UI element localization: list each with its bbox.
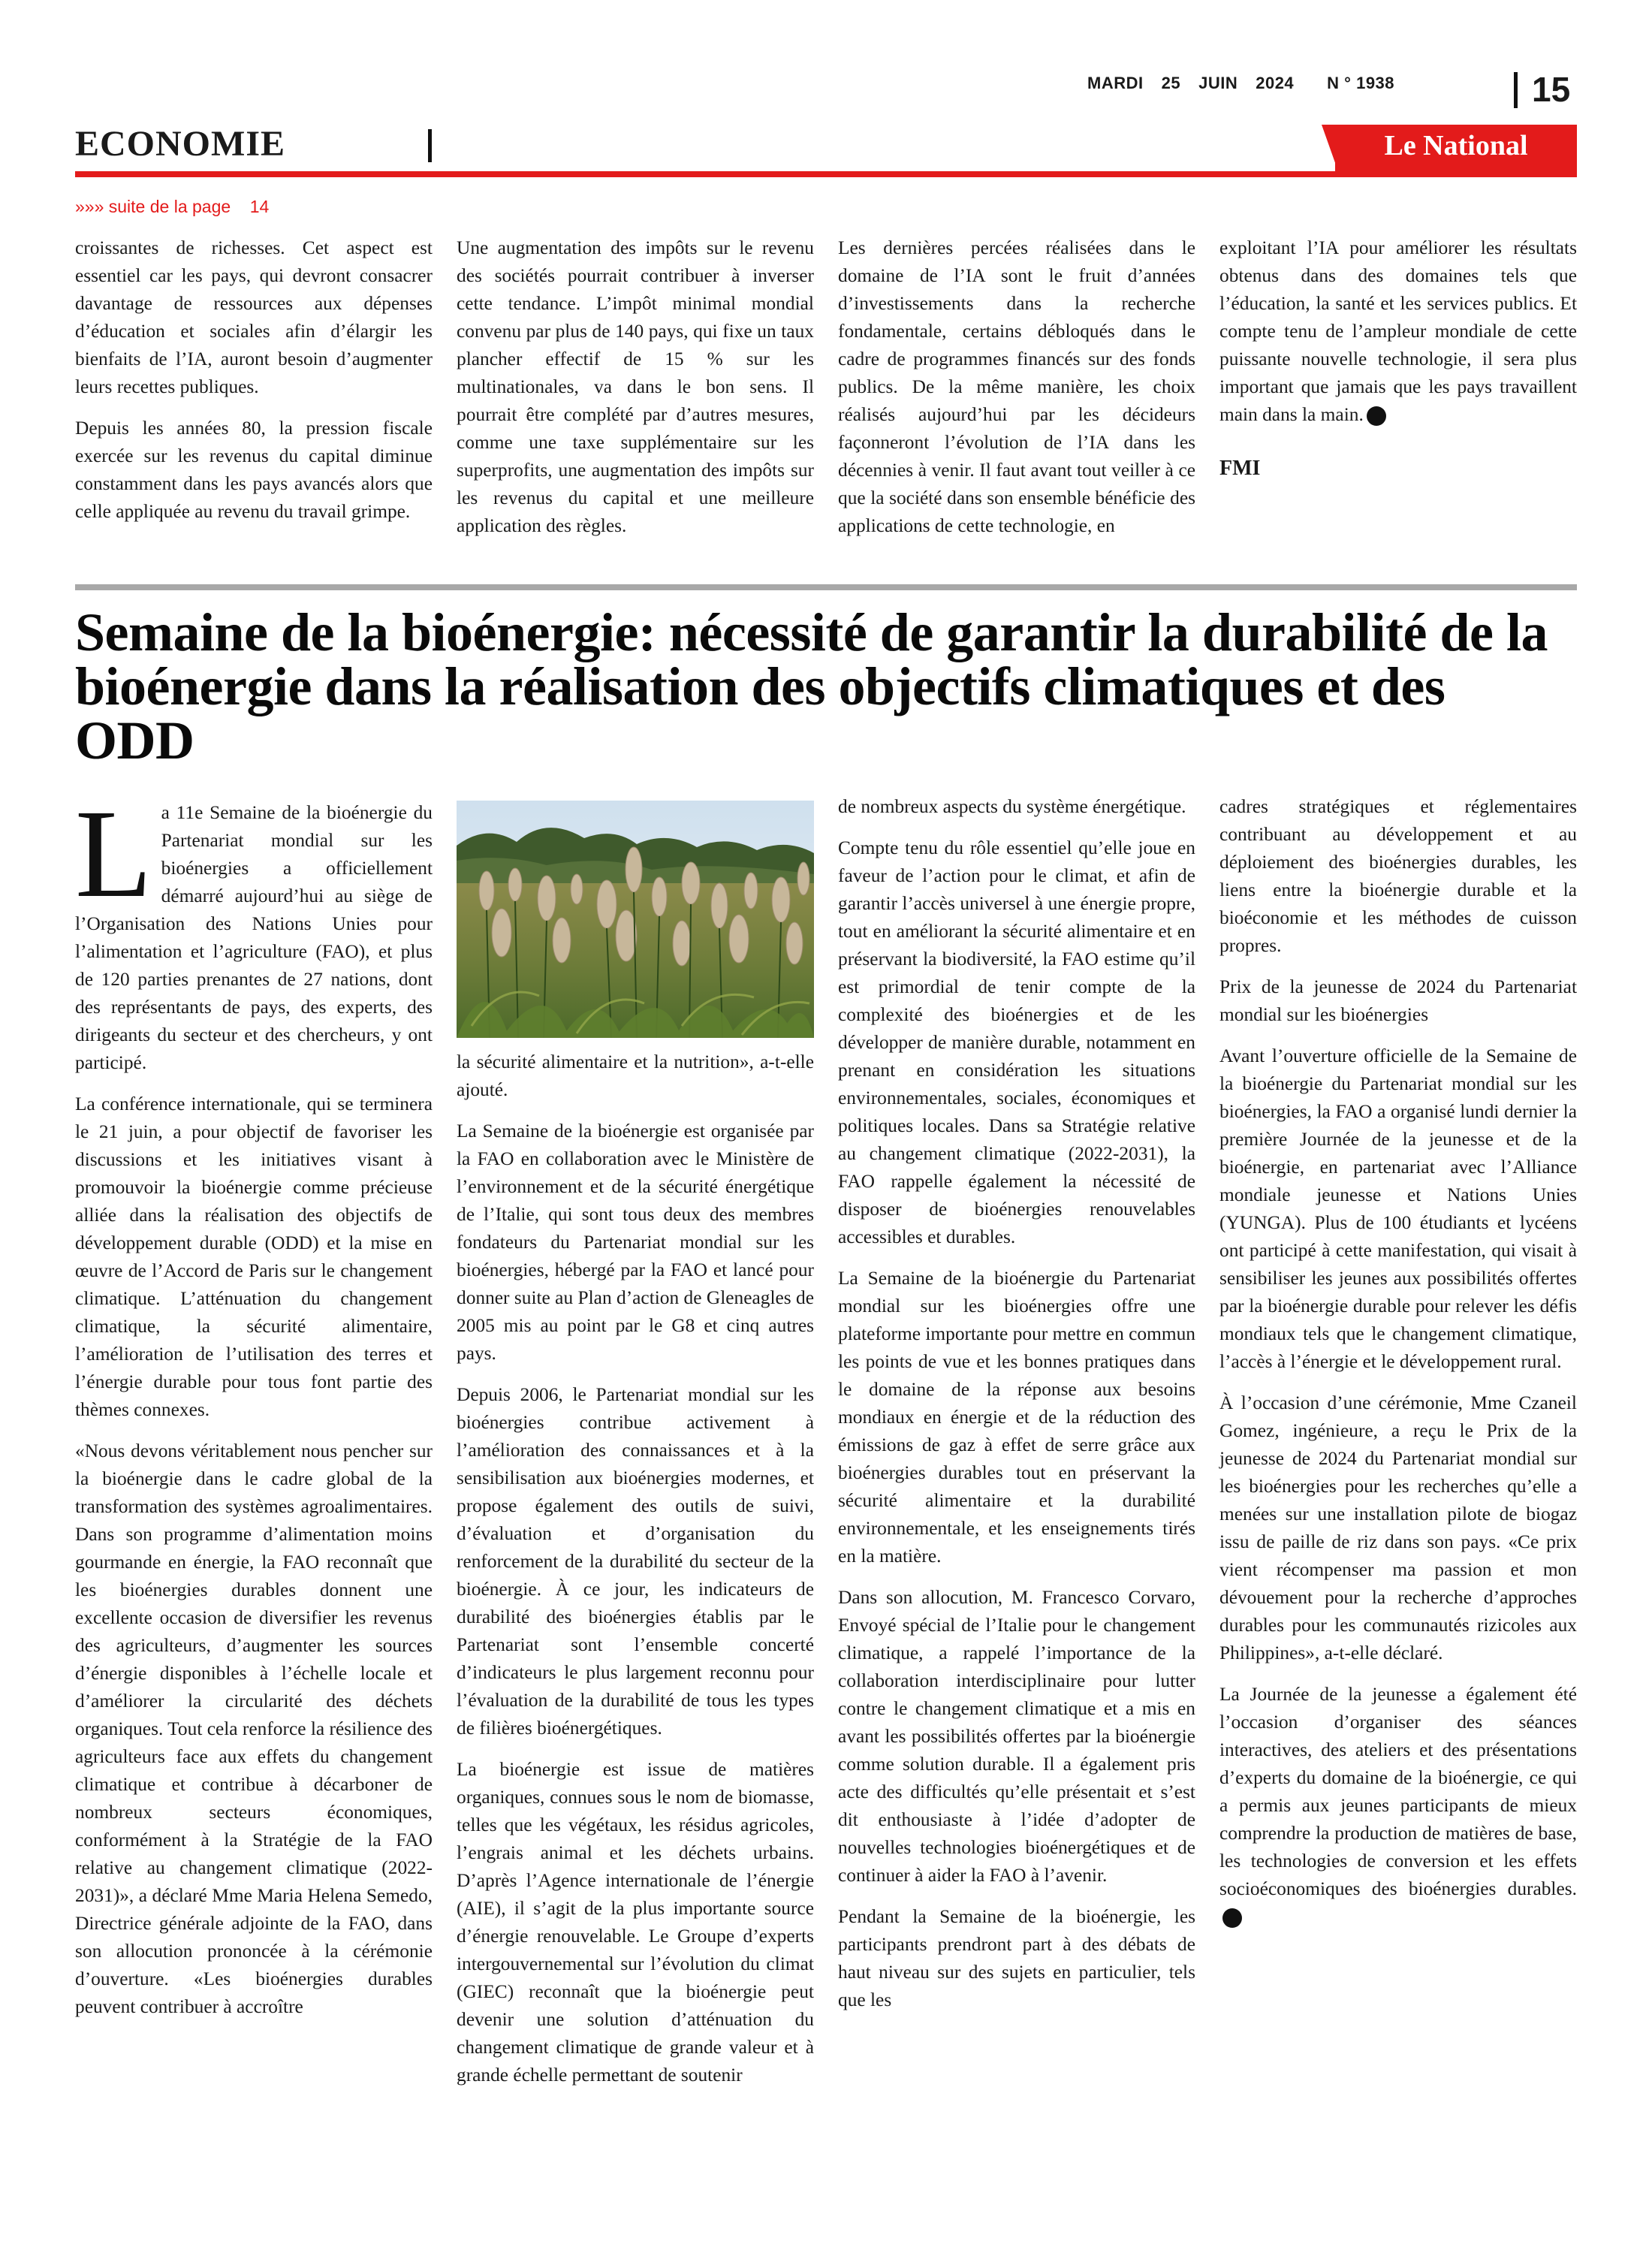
article-separator: [75, 584, 1577, 590]
page-number: 15: [1532, 70, 1571, 109]
paragraph: Une augmentation des impôts sur le revenu des sociétés pourrait contribuer à inverser cette tendance. L’impôt minimal mondial convenu par plus de 140 pays, qui fixe un taux plancher effectif de 15 % sur les multinationales, va dans le bon sens. Il pourrait être complété par d’autres mesures, comme une taxe supplémentaire sur les superprofits, une augmentation des impôts sur les revenus du capital et une meilleure application des règles.: [457, 237, 814, 536]
paragraph: «Nous devons véritablement nous pencher sur la bioénergie dans le cadre global de la transformation des systèmes agroalimentaires. Dans son programme d’alimentation moins gourmande en énergie, la FAO reconnaît que les bioénergies durables donnent une excellente occasion de diversifier les revenus des agriculteurs, d’augmenter les sources d’énergie disponibles à l’échelle locale et d’améliorer la circularité des déchets organiques. Tout cela renforce la résilience des agriculteurs face aux effets du changement climatique et contribue à décarboner de nombreux secteurs économiques, conformément à la Stratégie de la FAO relative au changement climatique (2022-2031)», a déclaré Mme Maria Helena Semedo, Directrice générale adjointe de la FAO, dans son allocution prononcée à la cérémonie d’ouverture. «Les bioénergies durables peuvent contribuer à accroître: [75, 1440, 433, 2017]
end-of-article-icon: [1222, 1908, 1242, 1928]
main-article-column-1: [75, 784, 433, 2034]
top-article-column-3: [838, 234, 1195, 553]
paragraph: Compte tenu du rôle essentiel qu’elle joue en faveur de l’action pour le climat, et afin de garantir l’accès universel à une énergie propre, tout en améliorant la sécurité alimentaire et en préservant la biodiversité, la FAO estime qu’il est primordial de tenir compte de la complexité des bioénergies et de les développer de manière durable, notamment en prenant en considération les situations environnementales, sociales, économiques et politiques locales. Dans sa Stratégie relative au changement climatique (2022-2031), la FAO rappelle également la nécessité de disposer de bioénergies renouvelables accessibles et durables.: [838, 837, 1195, 1247]
main-headline: Semaine de la bioénergie: nécessité de garantir la durabilité de la bioénergie dans la réalisation des objectifs climatiques et des ODD: [75, 602, 1548, 771]
sorghum-field-image: [457, 801, 814, 1038]
end-of-article-icon: [1367, 406, 1386, 426]
header-red-rule: [75, 171, 1577, 177]
issue-day: MARDI: [1087, 74, 1144, 92]
top-article-column-1: [75, 234, 433, 539]
paragraph: Avant l’ouverture officielle de la Semaine de la bioénergie du Partenariat mondial sur les bioénergies, la FAO a organisé lundi dernier la première Journée de la jeunesse et de la bioénergie, en partenariat avec l’Alliance mondiale jeunesse et Nations Unies (YUNGA). Plus de 100 étudiants et lycéens ont participé à cette manifestation, qui visait à sensibiliser les jeunes aux possibilités offertes par la bioénergie durable pour relever les défis mondiaux tels que le changement climatique, l’accès à l’énergie et le développement rural.: [1219, 1045, 1577, 1372]
paragraph: croissantes de richesses. Cet aspect est essentiel car les pays, qui devront consacrer davantage de ressources aux dépenses d’éducation et sociales afin d’élargir les bienfaits de l’IA, auront besoin d’augmenter leurs recettes publiques.: [75, 237, 433, 397]
continued-from-label: »»» suite de la page 14: [75, 197, 270, 216]
subheading: Prix de la jeunesse de 2024 du Partenariat mondial sur les bioénergies: [1219, 976, 1577, 1025]
paragraph: la sécurité alimentaire et la nutrition», a-t-elle ajouté.: [457, 1051, 814, 1100]
issue-year: 2024: [1256, 74, 1295, 92]
paragraph: La bioénergie est issue de matières organiques, connues sous le nom de biomasse, telles que les végétaux, les résidus agricoles, l’engrais animal et les déchets urbains. D’après l’Agence internationale de l’énergie (AIE), il s’agit de la plus importante source d’énergie renouvelable. Le Groupe d’experts intergouvernemental sur l’évolution du climat (GIEC) reconnaît que la bioénergie peut devenir une solution d’atténuation du changement climatique de grande valeur et à grande échelle permettant de soutenir: [457, 1759, 814, 2086]
paragraph: [75, 784, 433, 1077]
issue-date-number: 25: [1161, 74, 1181, 92]
article-signature: FMI: [1219, 457, 1261, 480]
paragraph: À l’occasion d’une cérémonie, Mme Czaneil Gomez, ingénieure, a reçu le Prix de la jeunesse de 2024 du Partenariat mondial sur les bioénergies pour les recherches qu’elle a menées sur une installation pilote de biogaz issu de paille de riz dans son pays. «Ce prix vient récompenser ma passion et mon dévouement pour la recherche d’approches durables pour les communautés rizicoles aux Philippines», a-t-elle déclaré.: [1219, 1392, 1577, 1663]
paragraph: Pendant la Semaine de la bioénergie, les participants prendront part à des débats de haut niveau sur des sujets en particulier, tels que les: [838, 1906, 1195, 2010]
main-article-column-3: [838, 793, 1195, 2028]
paragraph: Depuis 2006, le Partenariat mondial sur les bioénergies contribue activement à l’amélioration des connaissances et à la sensibilisation aux bioénergies modernes, et propose également des outils de suivi, d’évaluation et d’organisation du renforcement de la durabilité du secteur de la bioénergie. À ce jour, les indicateurs de durabilité des bioénergies établis par le Partenariat sont l’ensemble concerté d’indicateurs le plus largement reconnu pour l’évaluation de la durabilité de tous les types de filières bioénergétiques.: [457, 1384, 814, 1739]
newspaper-brand: Le National: [1384, 130, 1528, 161]
main-article-column-2: [457, 1048, 814, 2103]
issue-number: N ° 1938: [1327, 74, 1395, 92]
paragraph: [1219, 234, 1577, 429]
paragraph: La Semaine de la bioénergie est organisée par la FAO en collaboration avec le Ministère de l’environnement et de la sécurité énergétique de l’Italie, qui sont tous deux des membres fondateurs du Partenariat mondial sur les bioénergies, hébergé par la FAO et lancé pour donner suite au Plan d’action de Gleneagles de 2005 mis au point par le G8 et cinq autres pays.: [457, 1120, 814, 1364]
paragraph: de nombreux aspects du système énergétique.: [838, 796, 1186, 817]
paragraph: La conférence internationale, qui se terminera le 21 juin, a pour objectif de favoriser les discussions et les initiatives visant à promouvoir la bioénergie comme précieuse alliée dans la réalisation des objectifs de développement durable (ODD) et la mise en œuvre de l’Accord de Paris sur le changement climatique. L’atténuation du changement climatique, la sécurité alimentaire, l’amélioration de l’utilisation des terres et l’énergie durable pour tous font partie des thèmes connexes.: [75, 1093, 433, 1420]
paragraph-text: La Journée de la jeunesse a également été l’occasion d’organiser des séances interactives, des ateliers et des présentations d’experts du domaine de la bioénergie, ce qui a permis aux jeunes participants de mieux comprendre la production de matières de base, les technologies de conversion et les effets socioéconomiques des bioénergies durables.: [1219, 1684, 1577, 1899]
paragraph: [1219, 1681, 1577, 1931]
drop-cap: L: [75, 784, 152, 924]
paragraph: Les dernières percées réalisées dans le domaine de l’IA sont le fruit d’années d’investissements dans la recherche fondamentale, certains débloqués dans le cadre de programmes financés sur des fonds publics. De la même manière, les choix réalisés aujourd’hui par les décideurs façonneront l’évolution de l’IA dans les décennies à venir. Il faut avant tout veiller à ce que la société dans son ensemble bénéficie des applications de cette technologie, en: [838, 237, 1195, 536]
paragraph: Depuis les années 80, la pression fiscale exercée sur les revenus du capital diminue constamment dans les pays avancés alors que celle appliquée au revenu du travail grimpe.: [75, 418, 433, 522]
paragraph: La Semaine de la bioénergie du Partenariat mondial sur les bioénergies offre une plateforme importante pour mettre en commun les points de vue et les bonnes pratiques dans le domaine de la réponse aux besoins mondiaux en énergie et de la réduction des émissions de gaz à effet de serre grâce aux bioénergies durables tout en préservant la sécurité alimentaire et la durabilité environnementale, et les enseignements tirés en la matière.: [838, 1268, 1195, 1567]
top-article-column-4: [1219, 234, 1577, 482]
issue-dateline: [1087, 74, 1412, 93]
article-photo: [457, 801, 814, 1038]
paragraph-text: a 11e Semaine de la bioénergie du Partenariat mondial sur les bioénergies a officiellement démarré aujourd’hui au siège de l’Organisation des Nations Unies pour l’alimentation et l’agriculture (FAO), et plus de 120 parties prenantes de 27 nations, dont des représentants de pays, des experts, des dirigeants du secteur et des chercheurs, y ont participé.: [75, 802, 433, 1073]
page-number-divider: [1514, 72, 1518, 108]
paragraph: Dans son allocution, M. Francesco Corvaro, Envoyé spécial de l’Italie pour le changement climatique, a rappelé l’importance de la collaboration interdisciplinaire pour lutter contre le changement climatique et a mis en avant les possibilités offertes par la bioénergie comme solution durable. Il a également pris acte des difficultés qu’elle présentait et s’est dit enthousiaste à l’idée d’adopter de nouvelles technologies bioénergétiques et de continuer à aider la FAO à l’avenir.: [838, 1587, 1195, 1886]
paragraph-text: exploitant l’IA pour améliorer les résultats obtenus dans des domaines tels que l’éducation, la santé et les services publics. Et compte tenu de l’ampleur mondiale de cette puissante nouvelle technologie, il sera plus important que jamais que les pays travaillent main dans la main.: [1219, 237, 1577, 425]
issue-month: JUIN: [1198, 74, 1238, 92]
section-title: ECONOMIE: [75, 124, 286, 164]
top-article-column-2: [457, 234, 814, 553]
main-article-column-4: [1219, 793, 1577, 1944]
paragraph: cadres stratégiques et réglementaires contribuant au développement et au déploiement des bioénergies durables, les liens entre la bioénergie durable et la bioéconomie et les méthodes de cuisson propres.: [1219, 796, 1577, 956]
section-divider: [428, 129, 432, 162]
